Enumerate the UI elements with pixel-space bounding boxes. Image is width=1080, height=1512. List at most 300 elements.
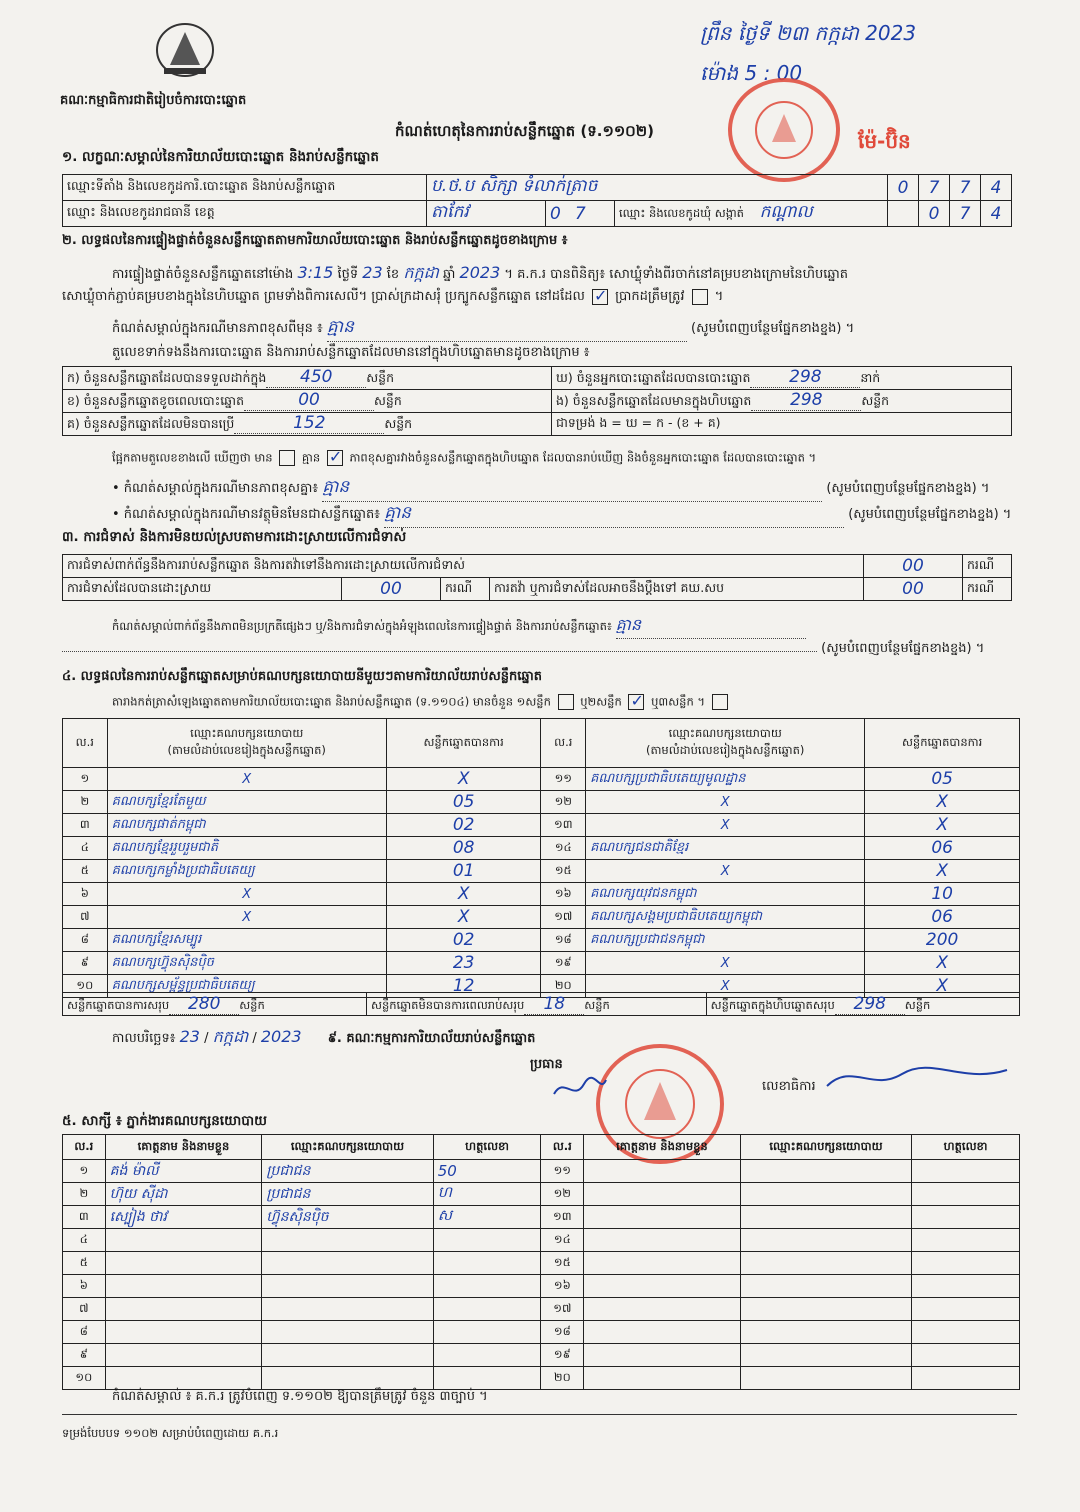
date-year: 2023 [260,1027,302,1046]
header-no: ល.រ [63,1135,106,1160]
witness-party [740,1183,911,1206]
date-month: កក្កដា [212,1027,249,1046]
party-name: គណបក្សហ៊្វុនស៊ិនប៉ិច [107,952,386,975]
unit: សន្លឹក [384,416,413,431]
witness-signature [912,1183,1020,1206]
row-number: ៨ [63,1321,106,1344]
fill-hint: (សូមបំពេញបន្ថែមផ្នែកខាងខ្នង) ។ [848,507,1012,522]
official-stamp-top [728,78,840,182]
text: ការជំទាស់ពាក់ព័ន្ធនឹងការរាប់សន្លឹកឆ្នោត និងការតវ៉ាទៅនឹងការដោះស្រាយលើការជំទាស់ [67,556,466,572]
party-name: គណបក្សកម្លាំងប្រជាធិបតេយ្យ [107,860,386,883]
fill-hint: (សូមបំពេញបន្ថែមផ្នែកខាងខ្នង) ។ [826,481,990,496]
row-number: ៧ [63,906,108,929]
text: ឆ្នាំ [443,267,456,282]
committee-label: ៩. គណៈកម្មការការិយាល័យរាប់សន្លឹកឆ្នោត [327,1031,536,1046]
fill-hint: (សូមបំពេញបន្ថែមផ្នែកខាងខ្នង) ។ [821,641,985,656]
footer-divider [62,1414,1017,1415]
header-sign: ហត្ថលេខា [433,1135,541,1160]
verification-paragraph-2: សោឃ្លុំចាក់ភ្ជាប់គម្របខាងក្នុងនៃហិបឆ្នោត ព្រមទាំងពិការសេលី។ ប្រាស់ក្រដាសរុំ ប្រក្បូកសន្លឹកឆ្នោត នៅដដែល ✓ ប្រាកដត្រឹមត្រូវ ។ [62,288,1012,307]
party-votes: X [865,860,1020,883]
text: កំណត់សម្គាល់ពាក់ព័ន្ធនឹងភាពមិនប្រក្រតីផ្សេងៗ ឬ/និងការជំទាស់ក្នុងអំឡុងពេលនៃការផ្ទៀងផ្ទាត់ និងការរាប់សន្លឹកឆ្នោត៖ [112,619,612,633]
note-value: គ្មាន [327,316,687,342]
witness-signature [912,1298,1020,1321]
complaints-table [62,554,1012,601]
party-votes: X [386,883,541,906]
table-row [63,1229,1020,1252]
location-label: ឈ្មោះទីតាំង និងលេខកូដការិ.បោះឆ្នោត និងរាប់សន្លឹកឆ្នោត [63,175,427,201]
row-number: ១ [63,1160,106,1183]
table-row [63,814,1020,837]
party-votes: 08 [386,837,541,860]
table-row [63,1160,1020,1183]
witness-table [62,1134,1020,1390]
chair-label: ប្រធាន [530,1057,563,1072]
row-number: ៦ [63,883,108,906]
text: ខែ [386,267,400,282]
results-table [62,718,1020,998]
row-number: ១៩ [541,1344,584,1367]
party-votes: 200 [865,929,1020,952]
row-number: ២០ [541,1367,584,1390]
row-received [63,367,552,390]
party-votes: 06 [865,906,1020,929]
row-number: ១៥ [541,1252,584,1275]
row-number: ១៨ [541,929,586,952]
table-row [63,906,1020,929]
witness-signature [912,1206,1020,1229]
witness-name [105,1275,262,1298]
checkbox-two-sheets[interactable] [628,694,644,710]
row-number: ១៥ [541,860,586,883]
row-number: ៥ [63,860,108,883]
witness-party [740,1252,911,1275]
header-party [586,719,865,768]
witness-name [105,1321,262,1344]
row-number: ១៧ [541,906,586,929]
verification-time: 3:15 [297,263,334,282]
witness-name [105,1298,262,1321]
text: ខ) ចំនួនសន្លឹកឆ្នោតខូចពេលបោះឆ្នោត [67,393,245,408]
party-votes: X [865,952,1020,975]
header-name: គោត្តនាម និងនាមខ្លួន [584,1135,741,1160]
handwritten-time: ម៉ោង 5 : 00 [700,61,803,85]
row-number: ១៦ [541,1275,584,1298]
row-number: ៣ [63,1206,106,1229]
party-votes: 01 [386,860,541,883]
witness-signature [433,1252,541,1275]
text: សោឃ្លុំចាក់ភ្ជាប់គម្របខាងក្នុងនៃហិបឆ្នោត ព្រមទាំងពិការសេលី។ ប្រាស់ក្រដាសរុំ ប្រក្បូកសន្លឹកឆ្នោត នៅដដែល [62,289,585,304]
province-code [546,201,615,227]
witness-signature [433,1344,541,1367]
witness-name [584,1160,741,1183]
witness-signature [912,1229,1020,1252]
party-name: គណបក្សប្រជាធិបតេយ្យមូលដ្ឋាន [586,768,865,791]
row-number: ១៤ [541,837,586,860]
row-number: ១២ [541,1183,584,1206]
witness-name [105,1367,262,1390]
witness-signature [433,1367,541,1390]
date-line: កាលបរិច្ឆេទ៖ 23 / កក្កដា / 2023 ៩. គណៈកម្មការការិយាល័យរាប់សន្លឹកឆ្នោត [112,1027,536,1046]
witness-signature [912,1252,1020,1275]
figures-table [62,366,1012,436]
party-votes: X [865,814,1020,837]
section1-table [62,174,1012,227]
text: • កំណត់សម្គាល់ក្នុងករណីមានវត្ថុមិនមែនជាសន្លឹកឆ្នោត៖ [112,507,380,522]
location-value: ប.ថ.ប សិក្សា ទំលាក់ត្រាច [427,175,888,201]
witness-signature: ស [433,1206,541,1229]
code-digit: 0 [919,201,950,227]
witness-party [262,1321,433,1344]
party-name: គណបក្សសង្គមប្រជាធិបតេយ្យកម្ពុជា [586,906,865,929]
unit: សន្លឹក [239,997,265,1012]
party-votes: X [386,768,541,791]
party-name: X [107,906,386,929]
witness-signature [433,1298,541,1321]
table-row [63,837,1020,860]
witness-party: ប្រជាជន [262,1160,433,1183]
party-name: X [586,975,865,998]
table-row [63,860,1020,883]
totals-table [62,992,1020,1016]
party-name: X [586,791,865,814]
table-row [63,1344,1020,1367]
party-name: គណបក្សផាត់កម្ពុជា [107,814,386,837]
row-number: ១៣ [541,1206,584,1229]
row-number: ១១ [541,1160,584,1183]
witness-party [740,1367,911,1390]
party-votes: 02 [386,814,541,837]
row-in-box [552,390,1012,413]
text: ង) ចំនួនសន្លឹកឆ្នោតដែលមានក្នុងហិបឆ្នោត [556,393,752,408]
text: ឬ៣សន្លឹក ។ [651,694,706,709]
unit: សន្លឹក [366,370,395,385]
total-box: 298 [835,994,905,1015]
row-number: ៨ [63,929,108,952]
irregularity-line-2 [62,640,1017,659]
row-number: ២០ [541,975,586,998]
unit: សន្លឹក [904,997,931,1012]
code-digit: 4 [981,175,1012,201]
witness-party: ប្រជាជន [262,1183,433,1206]
figures-intro: តួលេខទាក់ទងនឹងការបោះឆ្នោត និងការរាប់សន្លឹកឆ្នោតដែលមាននៅក្នុងហិបឆ្នោតមានដូចខាងក្រោម ៖ [112,345,590,360]
witness-signature [912,1367,1020,1390]
row-number: ១២ [541,791,586,814]
header-no: ល.រ [63,719,108,768]
unit: សន្លឹក [374,393,402,408]
text: គ្មាន [301,450,321,465]
checkbox-none[interactable] [327,450,343,466]
party-votes: 05 [865,768,1020,791]
complaints-count: 00 [864,555,963,578]
total-valid: 280 [169,994,239,1015]
checkbox-different[interactable] [692,289,708,305]
witness-signature [433,1229,541,1252]
row-number: ៦ [63,1275,106,1298]
row-unused [63,413,552,436]
text: ឬ២សន្លឹក [580,694,622,709]
unit: សន្លឹក [584,997,610,1012]
party-name: គណបក្សជនជាតិខ្មែរ [586,837,865,860]
row-number: ១០ [63,1367,106,1390]
witness-party [262,1275,433,1298]
witness-name [584,1344,741,1367]
witness-signature [912,1321,1020,1344]
header-no: ល.រ [541,719,586,768]
party-votes: X [865,791,1020,814]
row-number: ៤ [63,837,108,860]
total-invalid: 18 [524,994,584,1015]
witness-name [584,1229,741,1252]
checkbox-same[interactable] [592,289,608,305]
row-number: ១៣ [541,814,586,837]
witness-name [584,1321,741,1344]
resolved-label: ការជំទាស់ដែលបានដោះស្រាយ [63,578,342,601]
header-votes: សន្លឹកឆ្នោតបានការ [865,719,1020,768]
province-value: តាកែវ [427,201,546,227]
header-party-sub: (តាមលំដាប់លេខរៀងក្នុងសន្លឹកឆ្នោត) [645,743,805,757]
text: តារាងកត់ត្រាសំឡេងឆ្នោតតាមការិយាល័យបោះឆ្នោត និងរាប់សន្លឹកឆ្នោត (ទ.១១០៤) មានចំនួន ១សន្លឹក [112,694,551,709]
table-row [63,1206,1020,1229]
text: ប្រាកដត្រឹមត្រូវ [615,289,685,304]
verification-month: កក្កដា [403,263,439,282]
verification-day: 23 [362,263,383,282]
appeal-label: ការតវ៉ា ឬការជំទាស់ដែលអាចនឹងប្ដឹងទៅ គឃ.សប [490,578,864,601]
appeal-count: 00 [864,578,963,601]
table-row [63,929,1020,952]
witness-signature: 50 [433,1160,541,1183]
section1-title: ១. លក្ខណៈសម្គាល់នៃការិយាល័យបោះឆ្នោត និងរាប់សន្លឹកឆ្នោត [62,149,379,165]
witness-party [262,1298,433,1321]
party-name: គណបក្សខ្មែរតែមួយ [107,791,386,814]
party-votes: 10 [865,883,1020,906]
unit: ករណី [441,578,490,601]
difference-note: គ្មាន [322,476,822,502]
unit: សន្លឹក [861,393,890,408]
irregularity-note [112,614,1022,639]
row-number: ២ [63,1183,106,1206]
header-party-title: ឈ្មោះគណបក្សនយោបាយ [668,726,782,740]
footer-form-id: ទម្រង់បែបបទ ១១០២ សម្រាប់បំពេញដោយ គ.ក.រ [62,1426,279,1440]
header-party: ឈ្មោះគណបក្សនយោបាយ [740,1135,911,1160]
witness-name [584,1252,741,1275]
province-label: ឈ្មោះ និងលេខកូដរាជធានី ខេត្ត [63,201,427,227]
secretary-label: លេខាធិការ [762,1079,816,1094]
header-party: ឈ្មោះគណបក្សនយោបាយ [262,1135,433,1160]
witness-name [584,1298,741,1321]
text: កំណត់សម្គាល់ក្នុងករណីមានភាពខុសពីមុន ៖ [112,321,323,336]
row-number: ៩ [63,1344,106,1367]
row-number: ១៨ [541,1321,584,1344]
text: ក) ចំនួនសន្លឹកឆ្នោតដែលបានទទួលដាក់ក្នុង [67,370,267,385]
in-box-value: 298 [751,390,861,411]
table-row [63,1298,1020,1321]
row-number: ១១ [541,768,586,791]
total-box-label: សន្លឹកឆ្នោតក្នុងហិបឆ្នោតសរុប [710,997,835,1012]
checkbox-one-sheet[interactable] [558,694,574,710]
witness-party [740,1298,911,1321]
table-row [63,1367,1020,1390]
formula: ជាទម្រង់ ង = ឃ = ក - (ខ + គ) [552,413,1012,436]
table-row [63,952,1020,975]
row-number: ២ [63,791,108,814]
witness-name [105,1229,262,1252]
checkbox-three-sheets[interactable] [712,694,728,710]
party-name: គណបក្សសម្ព័ន្ធប្រជាធិបតេយ្យ [107,975,386,998]
witness-name [584,1206,741,1229]
footer-note: កំណត់សម្គាល់ ៖ គ.ក.រ ត្រូវបំពេញ ទ.១១០២ ឱ្យបានត្រឹមត្រូវ ចំនួន ៣ច្បាប់ ។ [112,1389,488,1404]
witness-party [262,1367,433,1390]
chair-signature [550,1074,610,1104]
table-row [63,1321,1020,1344]
party-name: គណបក្សខ្មែររួបរួមជាតិ [107,837,386,860]
complaints-row-1 [63,555,864,578]
code-digit: 4 [981,201,1012,227]
party-votes: 23 [386,952,541,975]
secretary-signature [822,1062,1012,1092]
text: ឃ) ចំនួនអ្នកបោះឆ្នោតដែលបានបោះឆ្នោត [556,370,751,385]
row-number: ១៧ [541,1298,584,1321]
header-no: ល.រ [541,1135,584,1160]
table-row [63,1275,1020,1298]
total-valid-label: សន្លឹកឆ្នោតបានការសរុប [67,997,170,1012]
text: ភាពខុសគ្នារវាងចំនួនសន្លឹកឆ្នោតក្នុងហិបឆ្នោត ដែលបានរាប់ឃើញ និងចំនួនអ្នកបោះឆ្នោត ដែលបានបោះឆ្នោត ។ [349,450,817,465]
verification-paragraph [112,262,1012,286]
witness-party [740,1275,911,1298]
witness-party [262,1344,433,1367]
party-name: គណបក្សខ្មែរសម្បូរ [107,929,386,952]
unit: ករណី [963,555,1012,578]
bullet-non-ballot [112,502,1012,528]
row-number: ១ [63,768,108,791]
party-votes: 05 [386,791,541,814]
org-name: គណៈកម្មាធិការជាតិរៀបចំការបោះឆ្នោត [60,93,247,108]
party-votes: 06 [865,837,1020,860]
text: កាលបរិច្ឆេទ៖ [112,1031,176,1046]
text: ការផ្ទៀងផ្ទាត់ចំនួនសន្លឹកឆ្នោតនៅម៉ោង [112,267,294,282]
witness-signature [912,1160,1020,1183]
witness-name: ហ៊ុយ ស៊ីដា [105,1183,262,1206]
header-party-sub: (តាមលំដាប់លេខរៀងក្នុងសន្លឹកឆ្នោត) [167,743,326,757]
row-number: ១៩ [541,952,586,975]
row-number: ៤ [63,1229,106,1252]
witness-party [740,1344,911,1367]
irregularity-value: គ្មាន [616,614,806,639]
unit: ករណី [963,578,1012,601]
total-invalid-label: សន្លឹកឆ្នោតមិនបានការពេលរាប់សរុប [371,997,525,1012]
resolved-count: 00 [342,578,441,601]
party-name: X [107,883,386,906]
party-name: គណបក្សប្រជាជនកម្ពុជា [586,929,865,952]
party-name: X [586,814,865,837]
text: ផ្អែកតាមតួលេខខាងលើ ឃើញថា មាន [112,450,273,465]
bullet-difference [112,476,1012,502]
table-row [63,768,1020,791]
note-line-1 [112,316,1012,342]
header-name: គោត្តនាម និងនាមខ្លួន [105,1135,262,1160]
text: គ) ចំនួនសន្លឹកឆ្នោតដែលមិនបានប្រើ [67,416,235,431]
row-number: ៧ [63,1298,106,1321]
table-row [63,791,1020,814]
sheet-count-line [112,694,1022,712]
table-row [63,883,1020,906]
witness-name [105,1252,262,1275]
witness-party [262,1252,433,1275]
witness-signature [912,1275,1020,1298]
non-ballot-note: គ្មាន [384,502,844,528]
witness-party [740,1206,911,1229]
party-name: គណបក្សយុវជនកម្ពុជា [586,883,865,906]
received-value: 450 [266,367,366,388]
row-number: ៣ [63,814,108,837]
commune-label: ឈ្មោះ និងលេខកូដឃុំ សង្កាត់ [619,206,744,220]
table-row [63,1183,1020,1206]
text: ថ្ងៃទី [337,267,359,282]
code-digit: 0 [888,175,919,201]
code-digit: 7 [950,201,981,227]
party-name: X [586,860,865,883]
witness-signature [433,1321,541,1344]
unused-value: 152 [234,413,384,434]
section2-title: ២. លទ្ធផលនៃការផ្ទៀងផ្ទាត់ចំនួនសន្លឹកឆ្នោតតាមការិយាល័យបោះឆ្នោត និងរាប់សន្លឹកឆ្នោតដូចខាងក្រោម ៖ [62,233,568,248]
witness-party: ហ៊្វុនស៊ិនប៉ិច [262,1206,433,1229]
party-name: X [586,952,865,975]
witness-signature [433,1275,541,1298]
witness-name: ស្បៀង ថាវ [105,1206,262,1229]
commune-cell [615,201,888,227]
compare-line [112,450,1022,468]
section3-title: ៣. ការជំទាស់ និងការមិនយល់ស្របតាមការដោះស្រាយលើការជំទាស់ [62,529,407,545]
row-number: ៥ [63,1252,106,1275]
checkbox-has[interactable] [279,450,295,466]
row-voters [552,367,1012,390]
commune-value: កណ្ដាល [759,202,813,222]
row-number: ១៤ [541,1229,584,1252]
witness-name: គង់ ម៉ាលី [105,1160,262,1183]
witness-signature: ហ [433,1183,541,1206]
party-votes: X [386,906,541,929]
text: ។ គ.ក.រ បានពិនិត្យ៖ សោឃ្លុំទាំងពីរចាក់នៅគម្របខាងក្រោមនៃហិបឆ្នោត [504,267,849,282]
party-name: X [107,768,386,791]
header-party-title: ឈ្មោះគណបក្សនយោបាយ [190,726,304,740]
witness-name [105,1344,262,1367]
witness-name [584,1367,741,1390]
row-number: ៩ [63,952,108,975]
voters-value: 298 [750,367,860,388]
witness-party [740,1321,911,1344]
header-sign: ហត្ថលេខា [912,1135,1020,1160]
form-title: កំណត់ហេតុនៃការរាប់សន្លឹកឆ្នោត (ទ.១១០២) [395,122,655,140]
witness-name [584,1183,741,1206]
row-number: ១៦ [541,883,586,906]
section5-title: ៥. សាក្សី ៖ ភ្នាក់ងារគណបក្សនយោបាយ [62,1113,267,1129]
party-votes: X [865,975,1020,998]
section4-title: ៤. លទ្ធផលនៃការរាប់សន្លឹកឆ្នោតសម្រាប់គណបក្សនយោបាយនីមួយៗតាមការិយាល័យរាប់សន្លឹកឆ្នោត [62,669,542,684]
handwritten-date: ព្រឹន ថ្ងៃទី ២៣ កក្កដា 2023 [700,21,917,45]
party-votes: 02 [386,929,541,952]
spoiled-value: 00 [244,390,374,411]
code-digit: 7 [574,203,600,224]
row-number: ១០ [63,975,108,998]
fill-hint: (សូមបំពេញបន្ថែមផ្នែកខាងខ្នង) ។ [691,321,855,336]
table-row [63,1252,1020,1275]
witness-signature [912,1344,1020,1367]
code-digit: 7 [950,175,981,201]
emblem-logo [150,20,220,82]
witness-party [262,1229,433,1252]
unit: នាក់ [860,370,881,385]
text: • កំណត់សម្គាល់ក្នុងករណីមានភាពខុសគ្នា៖ [112,481,319,496]
row-spoiled [63,390,552,413]
